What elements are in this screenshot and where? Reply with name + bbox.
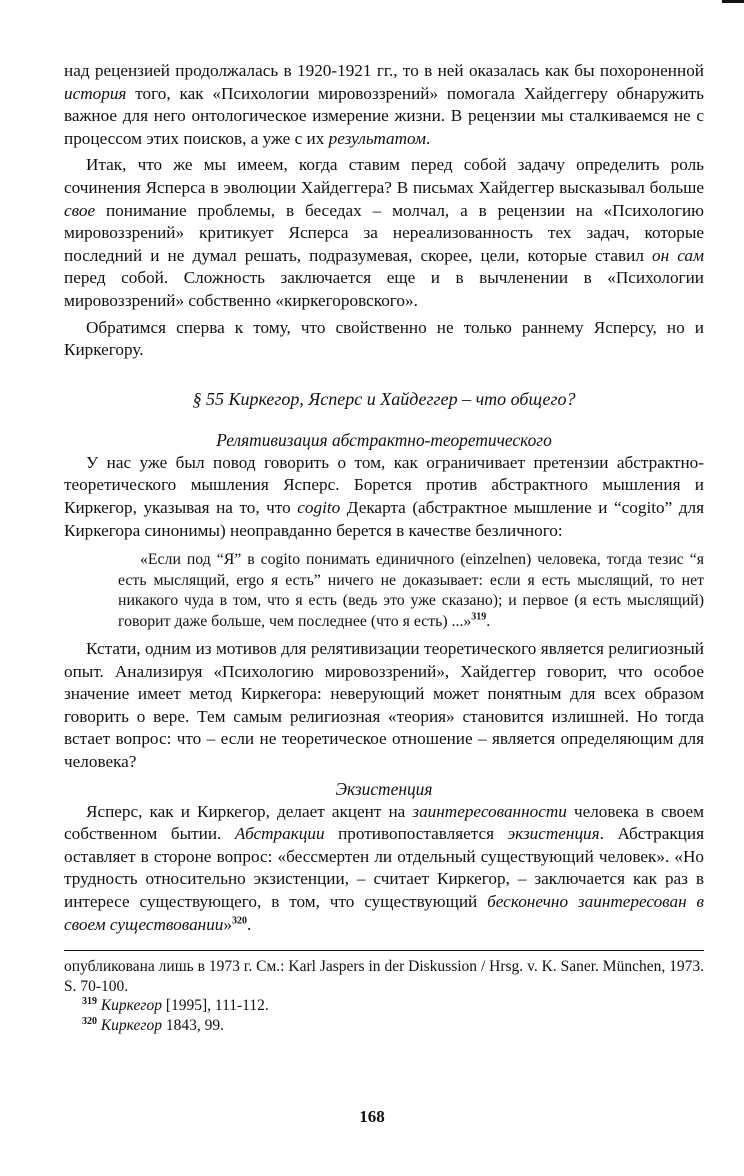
paragraph-1: над рецензией продолжалась в 1920-1921 гг., то в ней оказалась как бы похороненной история того, как «Психологии мировоззрений» помогала Хайдеггеру обнаружить важное для него онтологическое измерение жизни. В рецензии мы сталкиваемся не с процессом этих поисков, а уже с их результатом.: [64, 61, 704, 148]
emphasis: он сам: [652, 245, 704, 265]
emphasis: cogito: [297, 497, 341, 517]
paragraph-2: Итак, что же мы имеем, когда ставим перед собой задачу определить роль сочинения Ясперса в эволюции Хайдеггера? В письмах Хайдеггер высказывал больше свое понимание проблемы, в беседах – молчал, а в рецензии на «Психологию мировоззрений» критикует Ясперса за нереализованность тех задач, которые последний и не думал решать, подразумевая, скорее, цели, которые ставил он сам перед собой. Сложность заключается еще и в вычленении в «Психологии мировоззрений» собственно «киркегоровского».: [64, 155, 704, 310]
block-quote: [118, 550, 704, 632]
footnote-319: $^{319}$ Киркегор [1995], 111-112.: [82, 996, 269, 1015]
page-body: [64, 60, 704, 1035]
footnote-ref-320: 320: [231, 914, 247, 926]
footnote-ref-319: 319: [471, 611, 487, 623]
footnote-320: $^{320}$ Киркегор 1843, 99.: [82, 1015, 224, 1034]
paragraph-4: У нас уже был повод говорить о том, как ограничивает претензии абстрактно-теоретического мышления Ясперс. Борется против абстрактного мышления и Киркегор, указывая на то, что cogito Декарта (абстрактное мышление и “cogito” для Киркегора синонимы) неоправданно берется в качестве безличного:: [64, 452, 704, 540]
emphasis: заинтересованности: [412, 801, 567, 821]
emphasis: Абстракции: [234, 824, 325, 844]
emphasis: история: [64, 83, 127, 103]
footnotes: [64, 957, 704, 1035]
scan-edge-mark: [722, 0, 744, 3]
emphasis: результатом: [328, 128, 426, 148]
section-title: § 55 Киркегор, Ясперс и Хайдеггер – что общего?: [192, 388, 576, 409]
page-number: 168: [359, 1107, 385, 1126]
paragraph-5: Кстати, одним из мотивов для релятивизации теоретического является религиозный опыт. Анализируя «Психологию мировоззрений», Хайдеггер говорит, что особое значение имеет метод Киркегора: неверующий может понятным для всех образом говорить о вере. Тем самым религиозная «теория» становится излишней. Но тогда встает вопрос: что – если не теоретическое отношение – является определяющим для человека?: [64, 639, 704, 772]
subheading-relativization: Релятивизация абстрактно-теоретического: [216, 429, 552, 450]
paragraph-6: Ясперс, как и Киркегор, делает акцент на заинтересованности человека в своем собственном бытии. Абстракции противопоставляется экзистенция. Абстракция оставляет в стороне вопрос: «бессмертен ли отдельный существующий человек». «Но трудность относительно экзистенции, – считает Киркегор, – заключается как раз в интересе существующего, в том, что существующий бесконечно заинтересован в своем существовании»$^{320}$.: [64, 801, 704, 934]
subheading-existence: Экзистенция: [335, 778, 433, 799]
footnote-divider: [64, 950, 704, 951]
quote-text: «Если под “Я” в cogito понимать единичного (einzelnen) человека, тогда тезис “я есть мыслящий, ergo я есть” ничего не доказывает: если я есть мыслящий, то нет никакого чуда в том, что я есть (ведь это уже сказано); и первое (я есть мыслящий) говорит даже больше, чем последнее (что я есть) ...»$^{319}$.: [118, 551, 704, 630]
emphasis: экзистенция: [507, 824, 600, 844]
emphasis: свое: [64, 200, 96, 220]
paragraph-3: Обратимся сперва к тому, что свойственно не только раннему Ясперсу, но и Киркегору.: [64, 317, 704, 360]
emphasis: бесконечно заинтересован в своем существовании: [64, 892, 704, 934]
footnote-continuation: опубликована лишь в 1973 г. См.: Karl Jaspers in der Diskussion / Hrsg. v. K. Saner. München, 1973. S. 70-100.: [64, 958, 704, 995]
